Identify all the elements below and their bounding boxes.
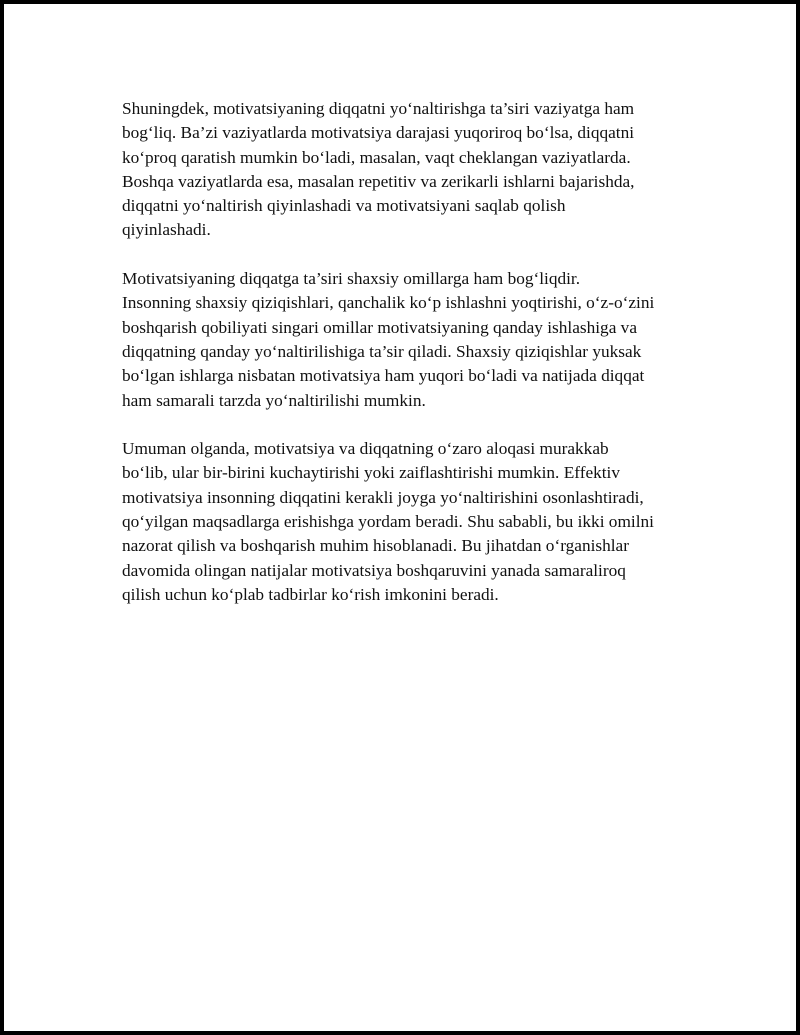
text-line: boshqarish qobiliyati singari omillar motivatsiyaning qanday ishlashiga va [122,317,637,337]
text-line: diqqatni yo‘naltirish qiyinlashadi va motivatsiyani saqlab qolish [122,196,566,216]
text-line: bo‘lgan ishlarga nisbatan motivatsiya ham yuqori bo‘ladi va natijada diqqat [122,366,645,386]
text-line: qilish uchun ko‘plab tadbirlar ko‘rish imkonini beradi. [122,584,499,604]
text-line: bog‘liq. Ba’zi vaziyatlarda motivatsiya darajasi yuqoriroq bo‘lsa, diqqatni [122,123,635,143]
text-line: Shuningdek, motivatsiyaning diqqatni yo‘naltirishga ta’siri vaziyatga ham [122,99,635,118]
text-line: Umuman olganda, motivatsiya va diqqatning o‘zaro aloqasi murakkab [122,439,609,459]
text-line: bo‘lib, ular bir-birini kuchaytirishi yoki zaiflashtirishi mumkin. Effektiv [122,463,621,483]
text-line: nazorat qilish va boshqarish muhim hisoblanadi. Bu jihatdan o‘rganishlar [122,536,629,556]
text-line: davomida olingan natijalar motivatsiya boshqaruvini yanada samaraliroq [122,560,626,580]
text-line: qiyinlashadi. [122,220,211,240]
text-line: Boshqa vaziyatlarda esa, masalan repetitiv va zerikarli ishlarni bajarishda, [122,171,635,191]
text-line: ham samarali tarzda yo‘naltirilishi mumkin. [122,390,426,410]
text-line: motivatsiya insonning diqqatini kerakli joyga yo‘naltirishini osonlashtiradi, [122,487,644,507]
text-line: qo‘yilgan maqsadlarga erishishga yordam beradi. Shu sababli, bu ikki omilni [122,512,654,532]
text-line: Motivatsiyaning diqqatga ta’siri shaxsiy omillarga ham bog‘liqdir. [122,269,581,289]
document-body [122,97,702,632]
paragraph-3 [122,437,702,607]
text-line: ko‘proq qaratish mumkin bo‘ladi, masalan, vaqt cheklangan vaziyatlarda. [122,147,631,167]
text-line: Insonning shaxsiy qiziqishlari, qanchalik ko‘p ishlashni yoqtirishi, o‘z-o‘zini [122,293,655,313]
text-line: diqqatning qanday yo‘naltirilishiga ta’sir qiladi. Shaxsiy qiziqishlar yuksak [122,341,642,361]
paragraph-2 [122,267,702,413]
paragraph-1 [122,97,702,243]
